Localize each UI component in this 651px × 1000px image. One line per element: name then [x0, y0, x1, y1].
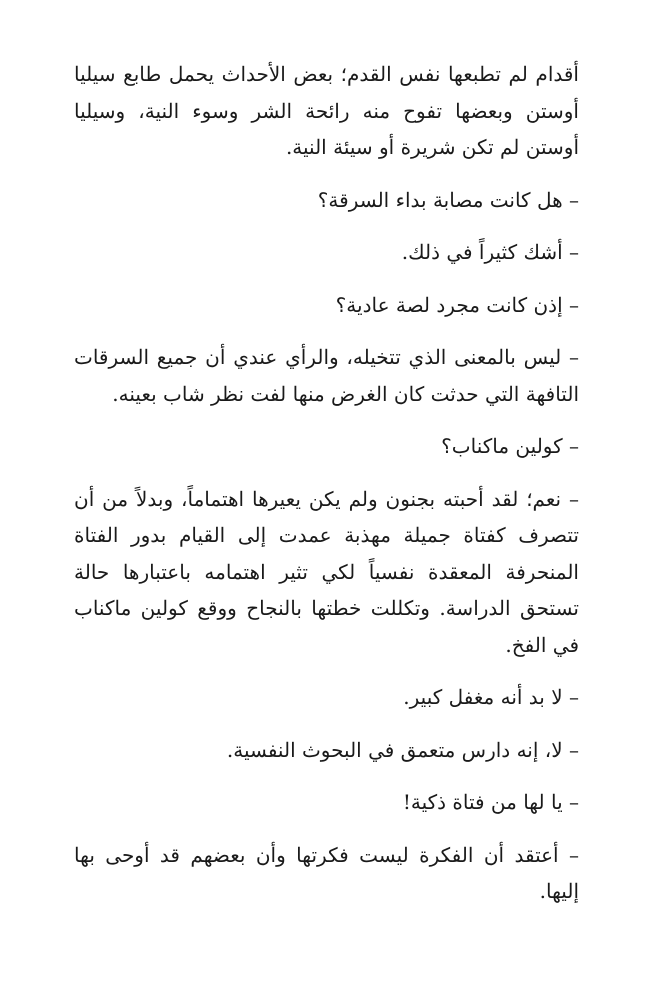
dialogue-line: – كولين ماكناب؟ — [441, 434, 579, 458]
dialogue-line: – إذن كانت مجرد لصة عادية؟ — [335, 292, 579, 317]
narrative-paragraph: أقدام لم تطبعها نفس القدم؛ بعض الأحداث يحمل طابع سيليا أوستن وبعضها تفوح منه رائحة الشر وسوء النية، وسيليا أوستن لم تكن شريرة أو سيئة النية. — [74, 62, 579, 159]
dialogue-line: – هل كانت مصابة بداء السرقة؟ — [317, 187, 579, 212]
dialogue-line: – أشك كثيراً في ذلك. — [401, 240, 579, 264]
dialogue-paragraph: – أعتقد أن الفكرة ليست فكرتها وأن بعضهم قد أوحى بها إليها. — [74, 842, 579, 903]
dialogue-line: – يا لها من فتاة ذكية! — [402, 790, 579, 814]
dialogue-line: – لا، إنه دارس متعمق في البحوث النفسية. — [226, 737, 579, 762]
dialogue-line: – لا بد أنه مغفل كبير. — [403, 685, 579, 709]
dialogue-paragraph: – نعم؛ لقد أحبته بجنون ولم يكن يعيرها اهتماماً، وبدلاً من أن تتصرف كفتاة جميلة مهذبة عمدت إلى القيام بدور الفتاة المنحرفة المعقدة نفسياً لكي تثير اهتمامه باعتبارها حالة تستحق الدراسة. وتكللت خطتها بالنجاح ووقع كولين ماكناب في الفخ. — [74, 486, 579, 657]
dialogue-paragraph: – ليس بالمعنى الذي تتخيله، والرأي عندي أن جميع السرقات التافهة التي حدثت كان الغرض منها لفت نظر شاب بعينه. — [74, 345, 579, 406]
